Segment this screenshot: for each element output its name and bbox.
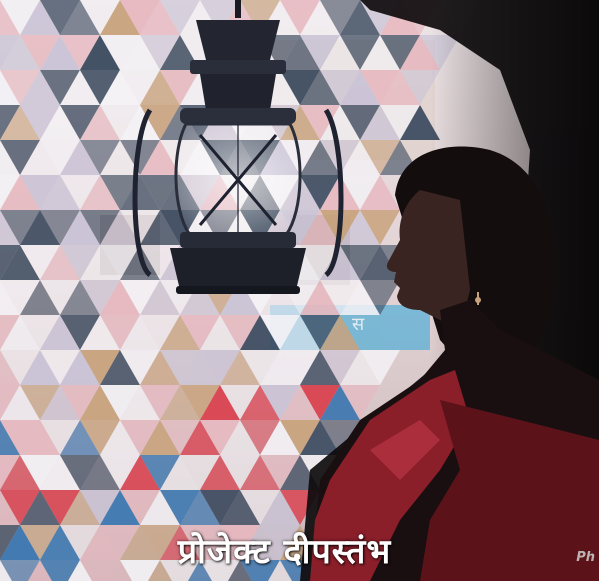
corner-watermark: Ph [576, 550, 595, 565]
poster-title: प्रोजेक्ट दीपस्तंभ [177, 532, 392, 572]
background-sign-text: स [352, 314, 365, 335]
